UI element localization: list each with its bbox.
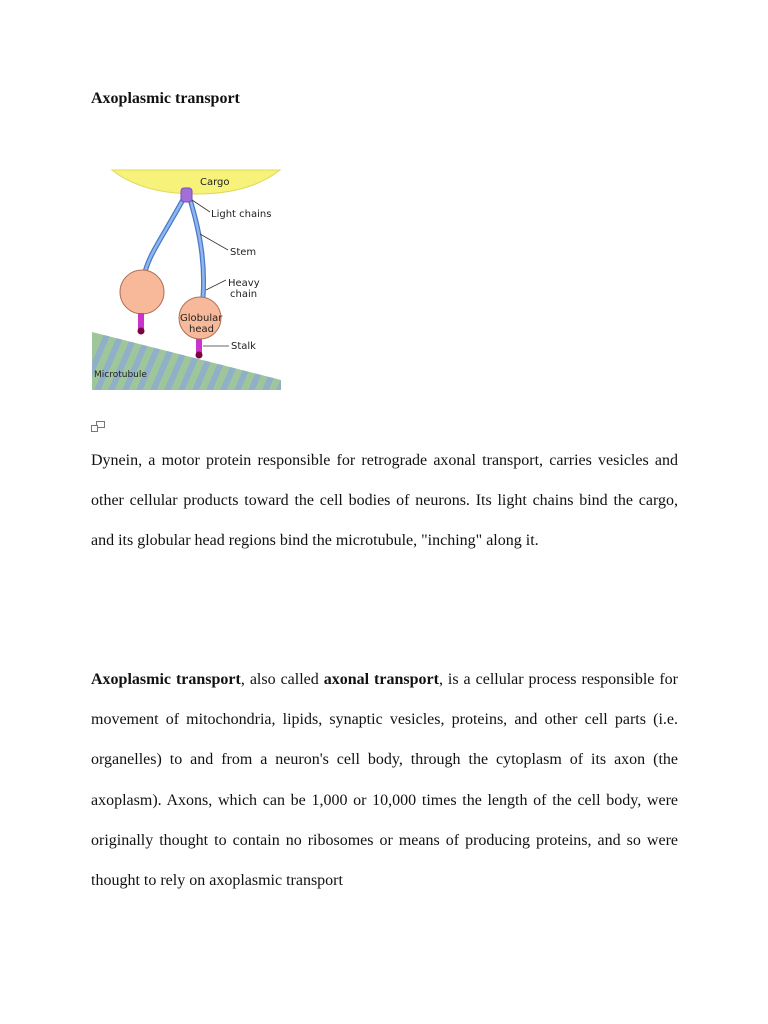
stalk-right xyxy=(196,339,202,353)
body-rest: , is a cellular process responsible for movement of mitochondria, lipids, synaptic vesicles, proteins, and other cell parts (i.e. organelles) to and from a neuron's cell body, through the cytoplasm of its axon (the axoplasm). Axons, which can be 1,000 or 10,000 times the length of the cell body, were originally thought to contain no ribosomes or means of producing proteins, and so were thought to rely on axoplasmic transport xyxy=(91,671,678,890)
term-axoplasmic-transport: Axoplasmic transport xyxy=(91,671,241,688)
label-heavy-chain-1: Heavy xyxy=(228,278,260,289)
dynein-figure xyxy=(90,168,282,390)
label-heavy-chain-2: chain xyxy=(230,289,258,300)
term-axonal-transport: axonal transport xyxy=(323,671,439,688)
body-paragraph xyxy=(91,660,678,901)
label-cargo: Cargo xyxy=(200,177,230,188)
label-globular-head-1: Globular xyxy=(180,313,223,324)
label-stalk: Stalk xyxy=(231,341,256,352)
globular-head-left xyxy=(120,270,164,314)
page-title: Axoplasmic transport xyxy=(91,90,240,107)
stalk-left xyxy=(138,313,144,329)
label-globular-head-2: head xyxy=(189,324,214,335)
figure-caption: Dynein, a motor protein responsible for retrograde axonal transport, carries vesicles and other cellular products toward the cell bodies of neurons. Its light chains bind the cargo, and its globular head regions bind the microtubule, "inching" along it. xyxy=(91,452,678,550)
light-chains xyxy=(181,188,192,202)
label-light-chains: Light chains xyxy=(211,209,272,220)
body-sep: , also called xyxy=(240,671,324,688)
label-stem: Stem xyxy=(230,247,257,258)
cargo-vesicle xyxy=(112,170,280,194)
enlarge-icon[interactable] xyxy=(91,419,105,430)
label-microtubule: Microtubule xyxy=(94,370,147,380)
